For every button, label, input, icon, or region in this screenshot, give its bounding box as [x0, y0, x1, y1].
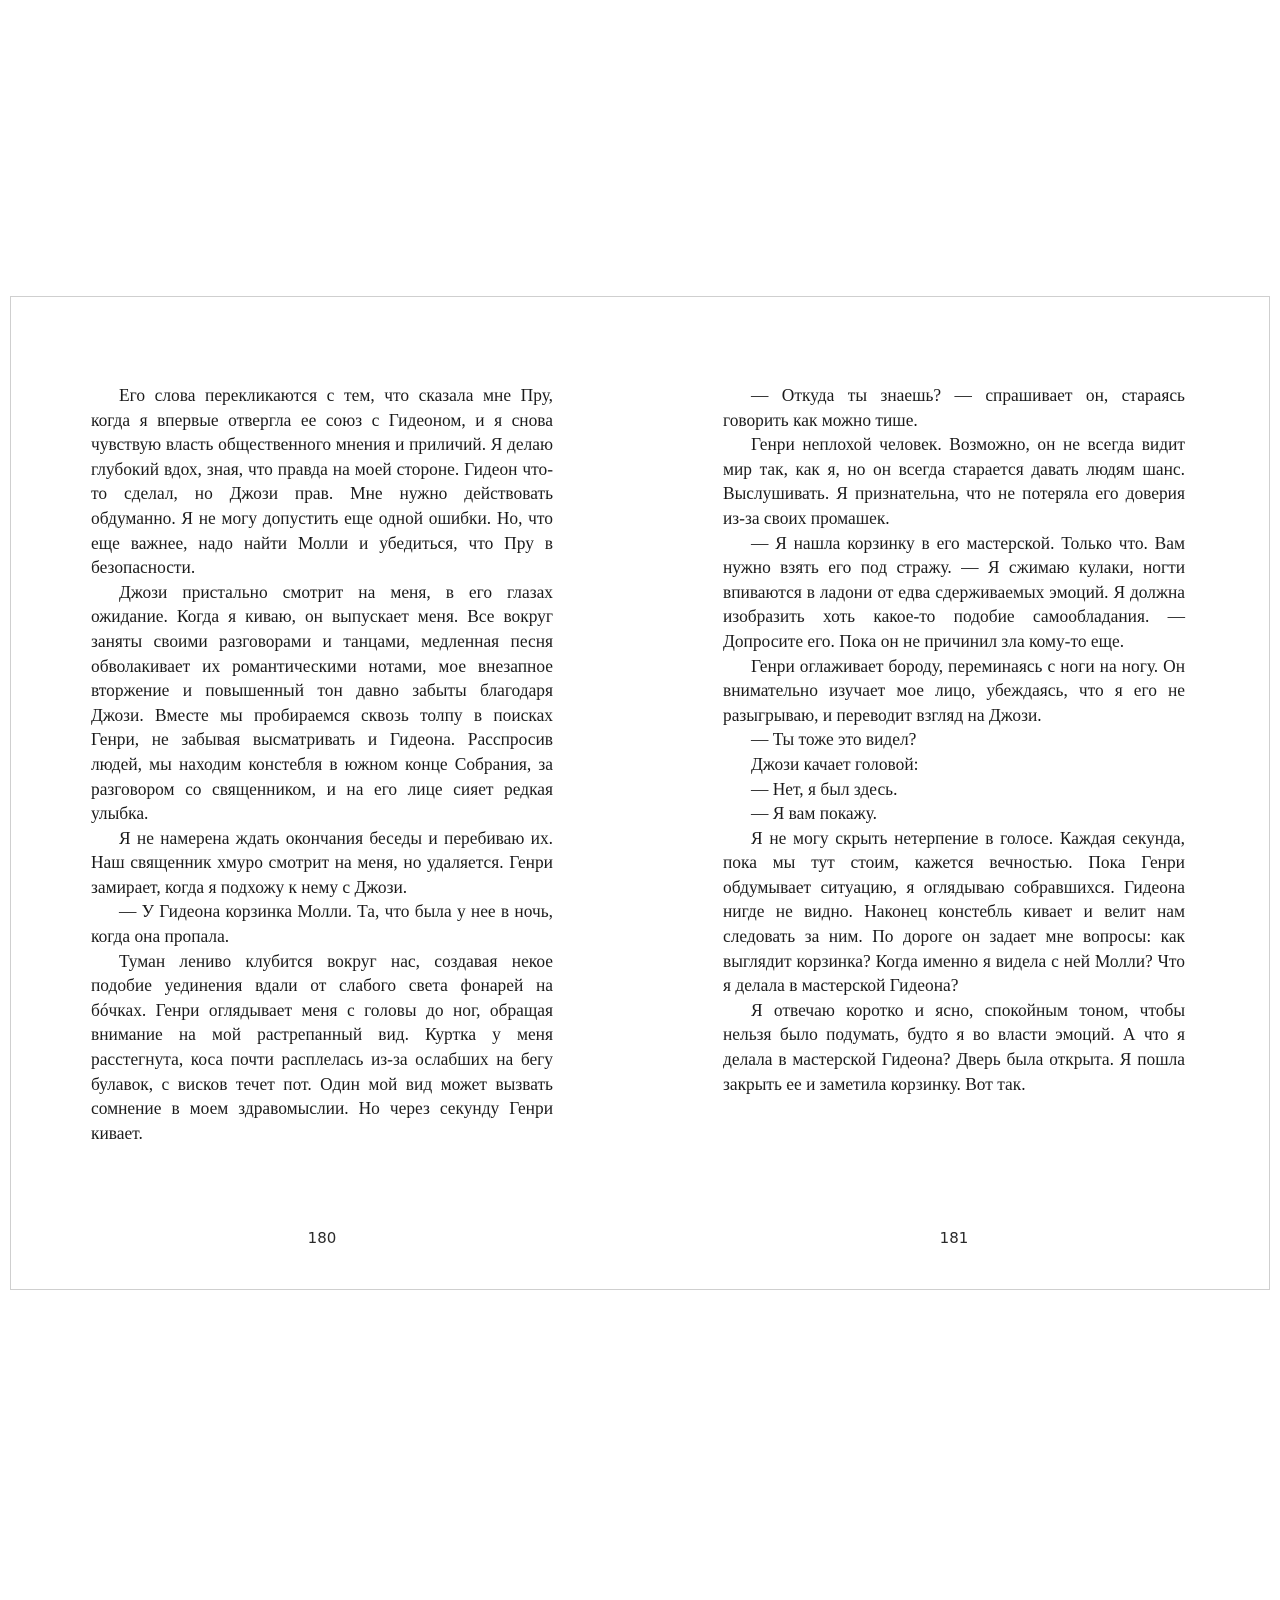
left-page-text	[91, 383, 553, 1145]
book-spread	[10, 296, 1270, 1290]
paragraph: Генри неплохой человек. Возможно, он не всегда видит мир так, как я, но он всегда старается давать людям шанс. Выслушивать. Я признательна, что не потеряла его доверия из-за своих промашек.	[723, 434, 1185, 528]
paragraph: Я отвечаю коротко и ясно, спокойным тоном, чтобы нельзя было подумать, будто я во власти эмоций. А что я делала в мастерской Гидеона? Дверь была открыта. Я пошла закрыть ее и заметила корзинку. Вот так.	[723, 999, 1185, 1094]
paragraph: — У Гидеона корзинка Молли. Та, что была у нее в ночь, когда она пропала.	[91, 901, 553, 947]
paragraph: Джози качает головой:	[751, 753, 919, 774]
paragraph: Я не намерена ждать окончания беседы и перебиваю их. Наш священник хмуро смотрит на меня, но удаляется. Генри замирает, когда я подхожу к нему с Джози.	[91, 827, 553, 897]
page-number-right: 181	[939, 1229, 969, 1247]
paragraph: — Я вам покажу.	[751, 803, 877, 824]
paragraph: — Откуда ты знаешь? — спрашивает он, стараясь говорить как можно тише.	[723, 385, 1185, 430]
paragraph: Я не могу скрыть нетерпение в голосе. Каждая секунда, пока мы тут стоим, кажется вечностью. Пока Генри обдумывает ситуацию, я оглядываю собравшихся. Гидеона нигде не видно. Наконец констебль кивает и велит нам следовать за ним. По дороге он задает мне вопросы: как выглядит корзинка? Когда именно я видела с ней Молли? Что я делала в мастерской Гидеона?	[723, 827, 1185, 996]
page-number-left: 180	[307, 1229, 337, 1247]
paragraph: Генри оглаживает бороду, переминаясь с ноги на ногу. Он внимательно изучает мое лицо, убеждаясь, что я его не разыгрываю, и переводит взгляд на Джози.	[723, 655, 1185, 725]
paragraph: Туман лениво клубится вокруг нас, создавая некое подобие уединения вдали от слабого света фонарей на бóчках. Генри оглядывает меня с головы до ног, обращая внимание на мой растрепанный вид. Куртка у меня расстегнута, коса почти расплелась из-за ослабших на бегу булавок, с висков течет пот. Один мой вид может вызвать сомнение в моем здравомыслии. Но через секунду Генри кивает.	[91, 950, 553, 1143]
paragraph: — Я нашла корзинку в его мастерской. Только что. Вам нужно взять его под стражу. — Я сжимаю кулаки, ногти впиваются в ладони от едва сдерживаемых эмоций. Я должна изобразить хоть какое-то подобие самообладания. — Допросите его. Пока он не причинил зла кому-то еще.	[723, 532, 1185, 651]
right-page-text	[723, 383, 1185, 1096]
paragraph: — Нет, я был здесь.	[751, 778, 898, 799]
paragraph: — Ты тоже это видел?	[751, 729, 917, 750]
paragraph: Джози пристально смотрит на меня, в его глазах ожидание. Когда я киваю, он выпускает меня. Все вокруг заняты своими разговорами и танцами, медленная песня обволакивает их романтическими нотами, мое внезапное вторжение и повышенный тон давно забыты благодаря Джози. Вместе мы пробираемся сквозь толпу в поисках Генри, не забывая высматривать и Гидеона. Расспросив людей, мы находим констебля в южном конце Собрания, за разговором со священником, и на его лице сияет редкая улыбка.	[91, 581, 553, 824]
paragraph: Его слова перекликаются с тем, что сказала мне Пру, когда я впервые отвергла ее союз с Гидеоном, и я снова чувствую власть общественного мнения и приличий. Я делаю глубокий вдох, зная, что правда на моей стороне. Гидеон что-то сделал, но Джози прав. Мне нужно действовать обдуманно. Я не могу допустить еще одной ошибки. Но, что еще важнее, надо найти Молли и убедиться, что Пру в безопасности.	[91, 385, 553, 578]
